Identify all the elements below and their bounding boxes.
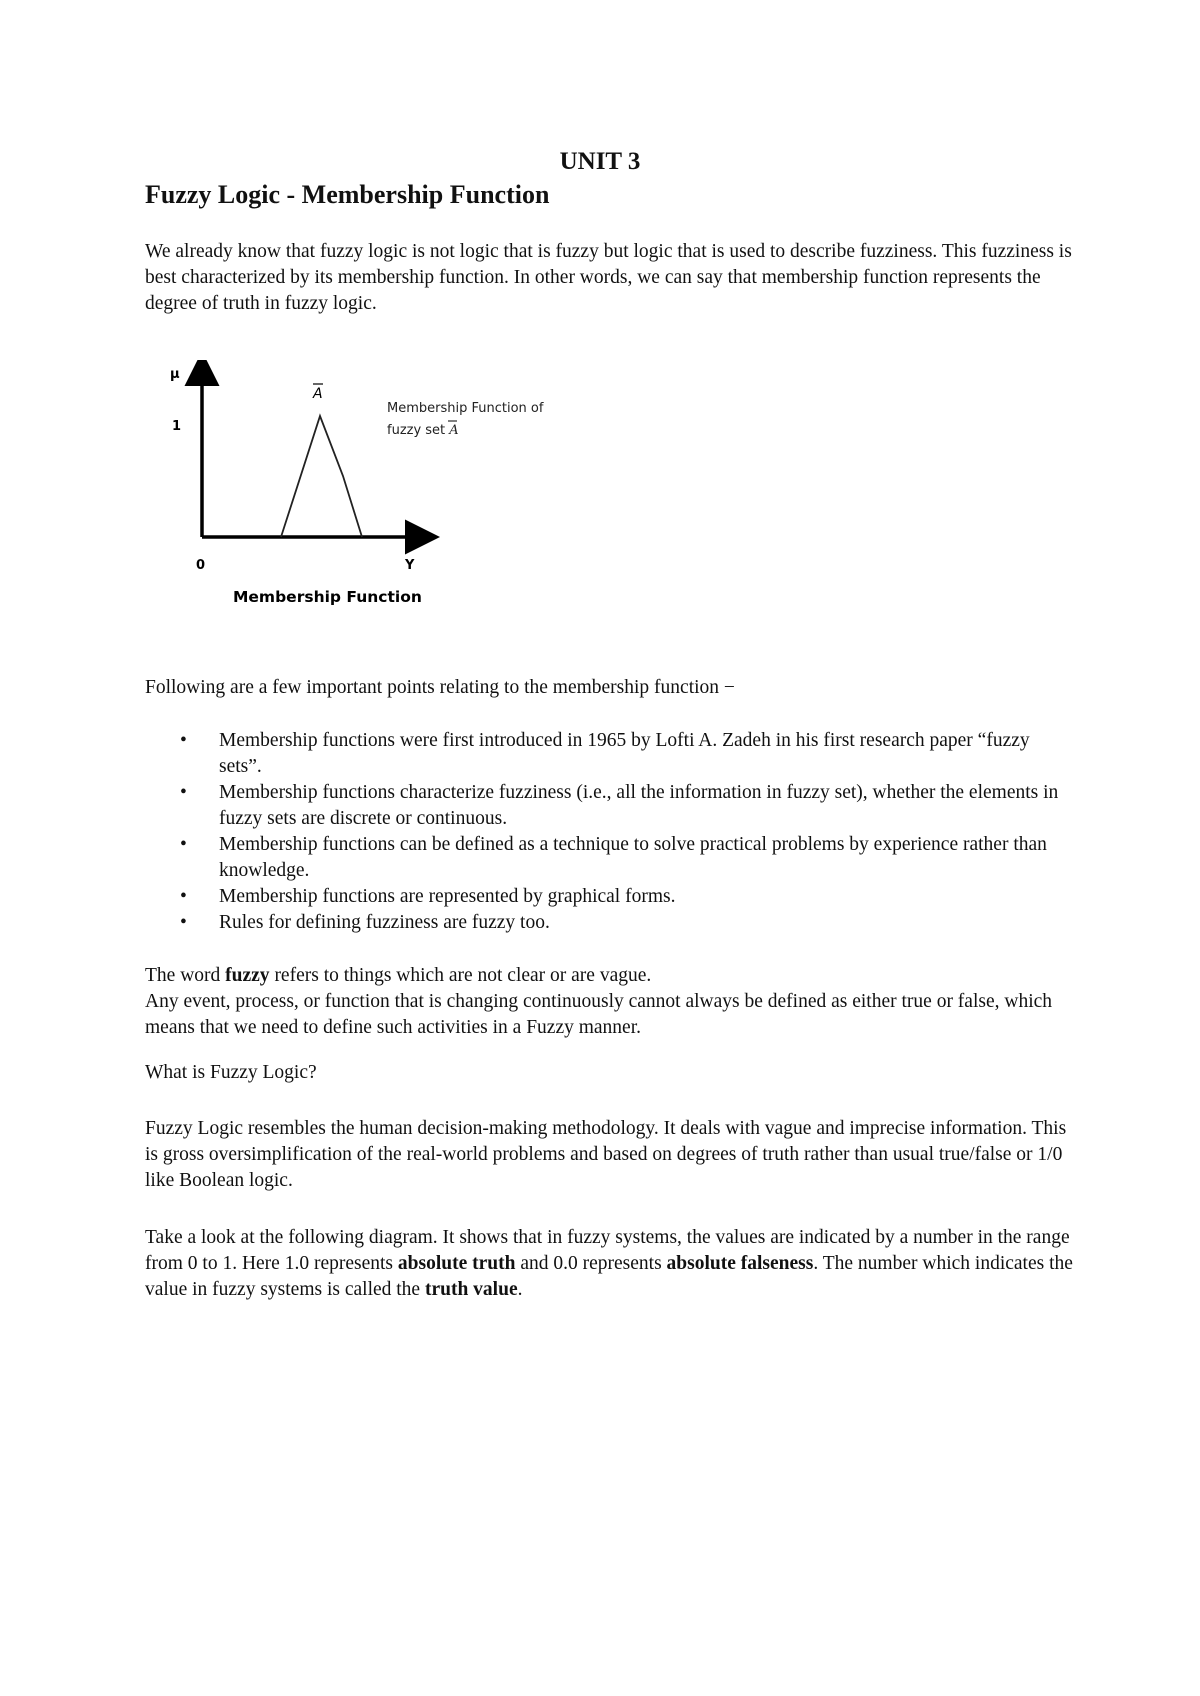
list-item: • Membership functions characterize fuzziness (i.e., all the information in fuzzy set), whether the elements in fuzzy sets are discrete or continuous. bbox=[180, 782, 1059, 829]
bullet-marker: • bbox=[180, 730, 187, 751]
legend-line-2: fuzzy set A bbox=[387, 423, 459, 438]
bullet-marker: • bbox=[180, 834, 187, 855]
unit-heading: UNIT 3 bbox=[559, 148, 641, 175]
origin-label: 0 bbox=[196, 558, 206, 573]
bullet-marker: • bbox=[180, 782, 187, 803]
legend-line-1: Membership Function of bbox=[387, 401, 544, 416]
membership-function-diagram bbox=[150, 360, 570, 640]
bullet-marker: • bbox=[180, 886, 187, 907]
diagram-caption: Membership Function bbox=[233, 588, 422, 606]
take-a-look-paragraph: Take a look at the following diagram. It shows that in fuzzy systems, the values are indicated by a number in the range from 0 to 1. Here 1.0 represents absolute truth and 0.0 represents absolute falseness. The number which indicates the value in fuzzy systems is called the truth value. bbox=[145, 1227, 1073, 1300]
fuzzy-word-paragraph: The word fuzzy refers to things which are not clear or are vague. bbox=[145, 965, 652, 986]
peak-label: A bbox=[313, 386, 323, 402]
page-title: Fuzzy Logic - Membership Function bbox=[145, 180, 550, 209]
following-paragraph: Following are a few important points relating to the membership function − bbox=[145, 677, 735, 698]
list-item: • Membership functions can be defined as a technique to solve practical problems by experience rather than knowledge. bbox=[180, 834, 1047, 881]
y-tick-label: 1 bbox=[172, 419, 182, 434]
y-axis-label: μ bbox=[170, 367, 180, 382]
intro-paragraph: We already know that fuzzy logic is not logic that is fuzzy but logic that is used to describe fuzziness. This fuzziness is best characterized by its membership function. In other words, we can say that membership function represents the degree of truth in fuzzy logic. bbox=[145, 241, 1072, 314]
list-item: • Membership functions were first introduced in 1965 by Lofti A. Zadeh in his first research paper “fuzzy sets”. bbox=[180, 730, 1030, 777]
fuzzy-logic-paragraph: Fuzzy Logic resembles the human decision-making methodology. It deals with vague and imprecise information. This is gross oversimplification of the real-world problems and based on degrees of truth rather than usual true/false or 1/0 like Boolean logic. bbox=[145, 1118, 1067, 1191]
membership-points-list bbox=[145, 728, 1075, 936]
triangle-membership-curve bbox=[281, 416, 362, 537]
list-item: • Rules for defining fuzziness are fuzzy too. bbox=[145, 910, 1075, 936]
what-is-fuzzy-logic-heading: What is Fuzzy Logic? bbox=[145, 1062, 317, 1083]
list-item: • Membership functions are represented by graphical forms. bbox=[145, 884, 1075, 910]
any-event-paragraph: Any event, process, or function that is changing continuously cannot always be defined as either true or false, which means that we need to define such activities in a Fuzzy manner. bbox=[145, 991, 1053, 1038]
x-axis-label: Y bbox=[405, 558, 415, 573]
bullet-marker: • bbox=[180, 912, 187, 933]
